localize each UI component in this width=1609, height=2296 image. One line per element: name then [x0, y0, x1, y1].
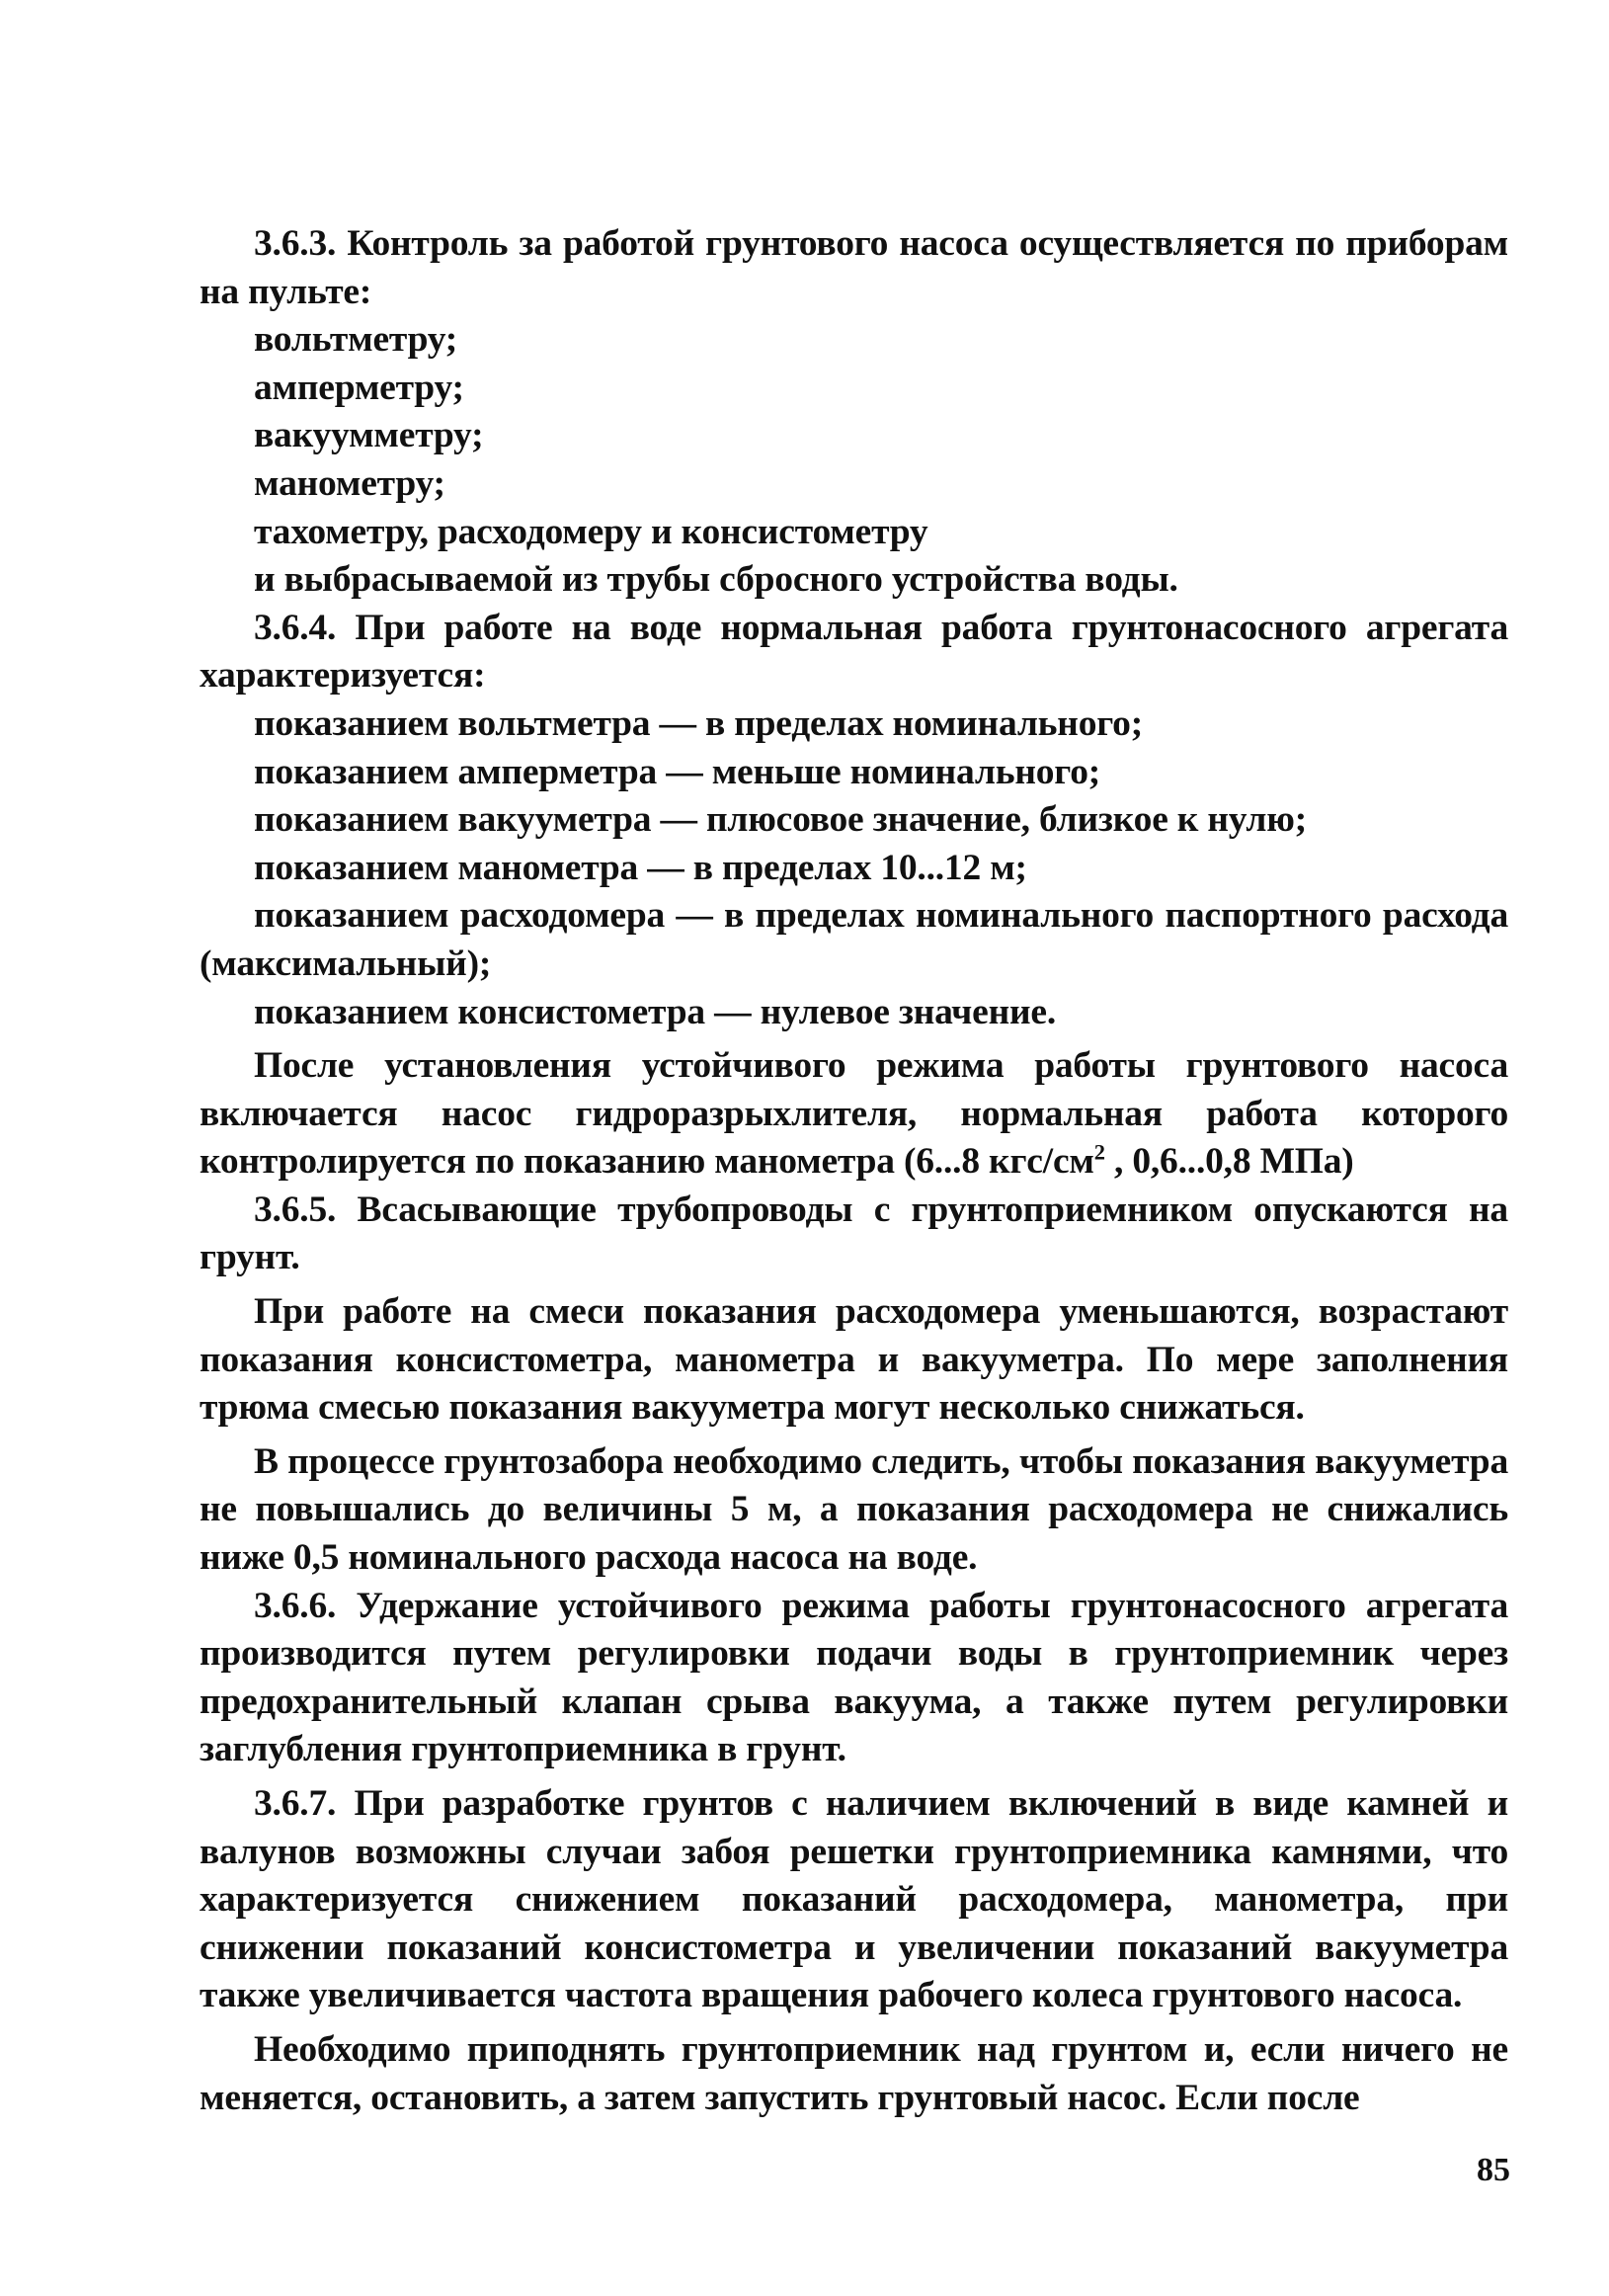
- paragraph-3-6-4: 3.6.4. При работе на воде нормальная работа грунтонасосного агрегата характеризуется:: [200, 607, 1508, 697]
- paragraph-3-6-6: 3.6.6. Удержание устойчивого режима работы грунтонасосного агрегата производится путем регулировки подачи воды в грунтоприемник через предохранительный клапан срыва вакуума, а также путем регулировки заглубления грунтоприемника в грунт.: [200, 1585, 1508, 1770]
- superscript-2: 2: [1093, 1139, 1105, 1165]
- list-item-vacuum-gauge: вакуумметру;: [254, 415, 484, 456]
- paragraph-mixture-work: При работе на смеси показания расходомера уменьшаются, возрастают показания консистометра, манометра и вакууметра. По мере заполнения трюма смесью показания вакууметра могут несколько снижаться.: [200, 1291, 1508, 1429]
- list-item-voltmeter-reading: показанием вольтметра — в пределах номинального;: [254, 702, 1143, 744]
- hydro-loosener-text: После установления устойчивого режима работы грунтового насоса включается насос гидроразрыхлителя, нормальная работа которого контролируется по показанию манометра (6...8 кгс/см: [200, 1045, 1508, 1183]
- list-item-vacuum-reading: показанием вакууметра — плюсовое значение, близкое к нулю;: [254, 799, 1307, 841]
- paragraph-3-6-5: 3.6.5. Всасывающие трубопроводы с грунтоприемником опускаются на грунт.: [200, 1189, 1508, 1278]
- paragraph-3-6-3: 3.6.3. Контроль за работой грунтового насоса осуществляется по приборам на пульте:: [200, 223, 1508, 312]
- list-item-ammeter-reading: показанием амперметра — меньше номинального;: [254, 751, 1101, 792]
- page-number: 85: [1477, 2152, 1510, 2188]
- list-item-manometer-reading: показанием манометра — в пределах 10...12 м;: [254, 847, 1027, 888]
- list-item-ammeter: амперметру;: [254, 367, 464, 408]
- paragraph-raise-intake: Необходимо приподнять грунтоприемник над грунтом и, если ничего не меняется, остановить, а затем запустить грунтовый насос. Если после: [200, 2028, 1508, 2118]
- paragraph-soil-intake: В процессе грунтозабора необходимо следить, чтобы показания вакууметра не повышались до величины 5 м, а показания расходомера не снижались ниже 0,5 номинального расхода насоса на воде.: [200, 1440, 1508, 1579]
- list-item-consistometer-reading: показанием консистометра — нулевое значение.: [254, 991, 1057, 1032]
- list-item-tachometer: тахометру, расходомеру и консистометру: [254, 511, 928, 552]
- paragraph-hydro-loosener: [200, 1042, 1508, 1187]
- list-item-discharge-water: и выбрасываемой из трубы сбросного устройства воды.: [254, 559, 1178, 601]
- paragraph-3-6-7: 3.6.7. При разработке грунтов с наличием включений в виде камней и валунов возможны случаи забоя решетки грунтоприемника камнями, что характеризуется снижением показаний расходомера, манометра, при снижении показаний консистометра и увеличении показаний вакууметра также увеличивается частота вращения рабочего колеса грунтового насоса.: [200, 1783, 1508, 2016]
- list-item-manometer: манометру;: [254, 462, 445, 504]
- body-text: [200, 220, 1508, 2122]
- hydro-loosener-text-end: , 0,6...0,8 МПа): [1104, 1141, 1354, 1183]
- list-item-voltmeter: вольтметру;: [254, 319, 458, 361]
- list-item-flowmeter-reading: показанием расходомера — в пределах номинального паспортного расхода (максимальный);: [200, 895, 1508, 984]
